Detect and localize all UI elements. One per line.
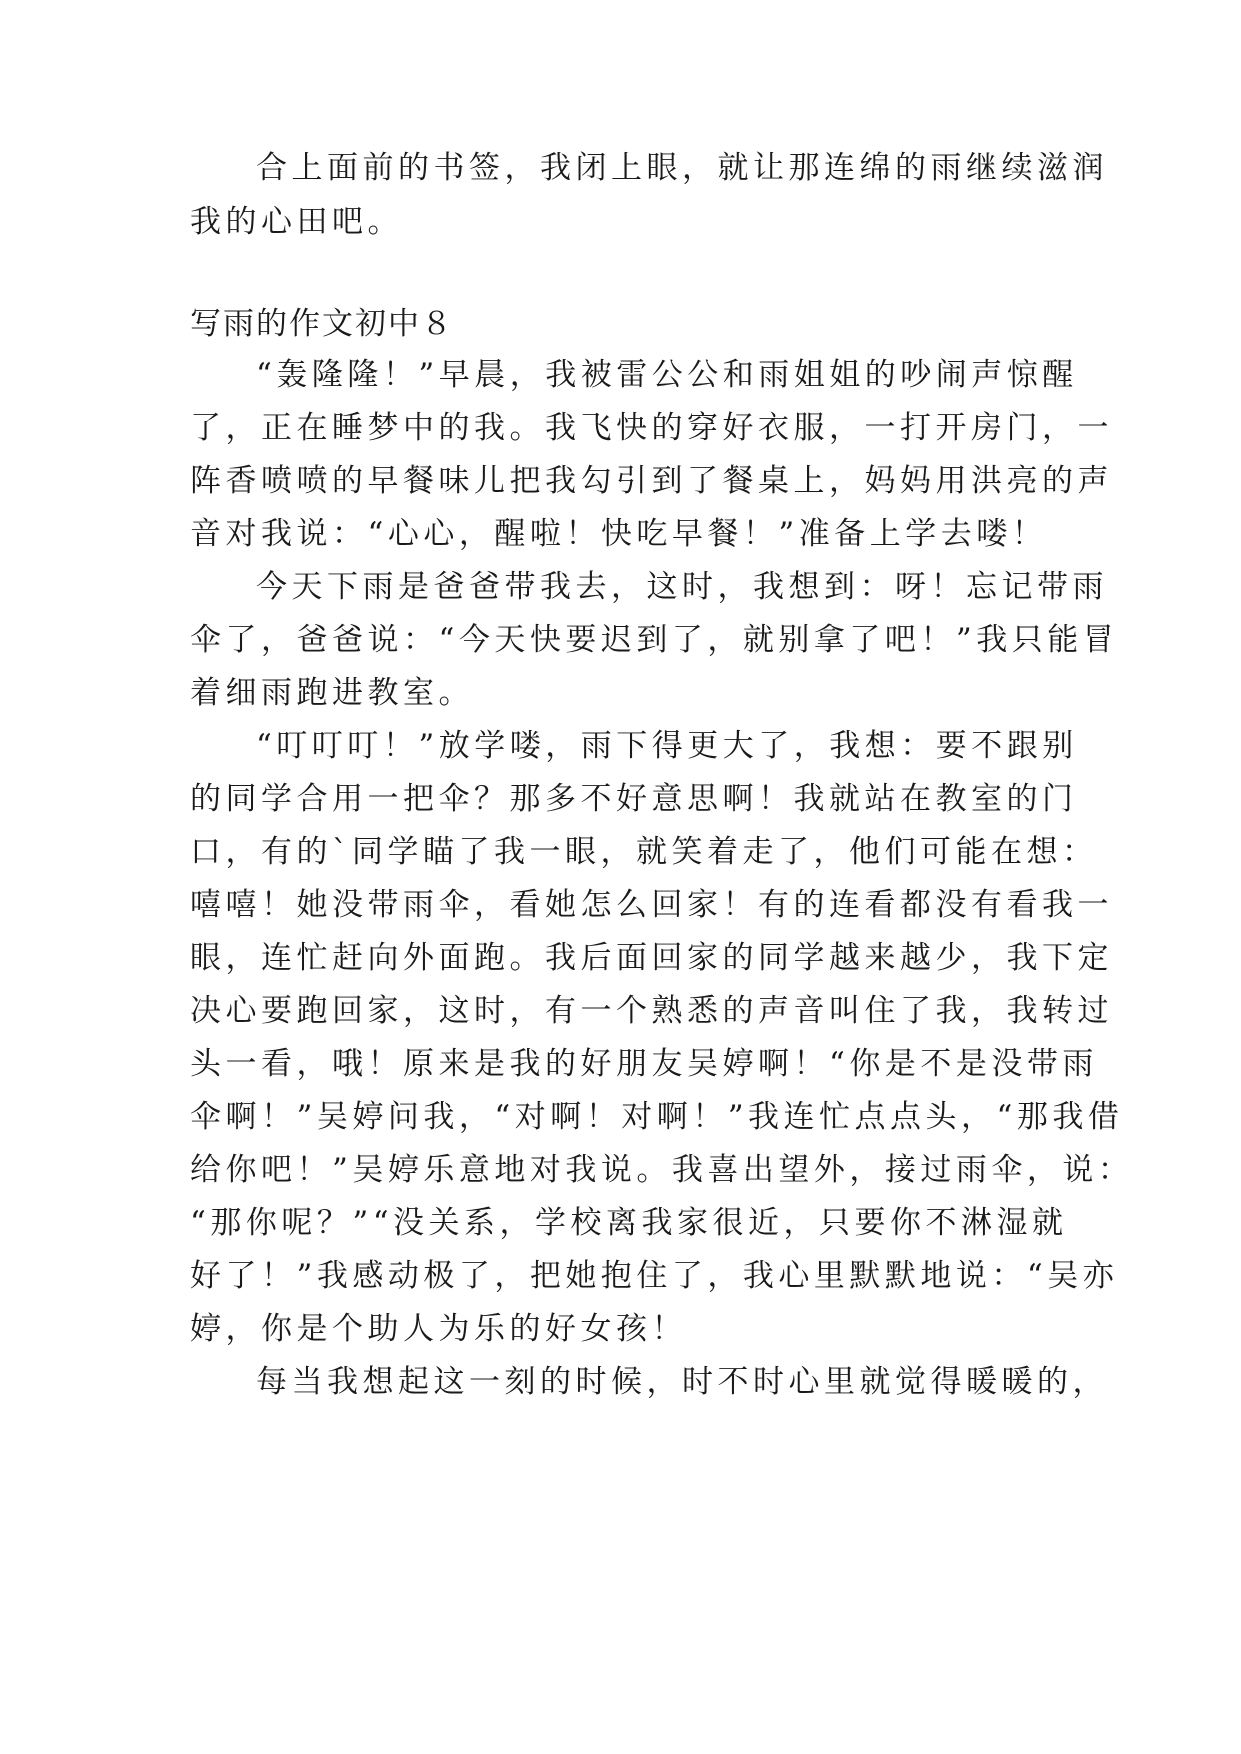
paragraph-line: 伞了，爸爸说：“今天快要迟到了，就别拿了吧！”我只能冒	[190, 622, 1119, 658]
paragraph-line: 伞啊！”吴婷问我，“对啊！对啊！”我连忙点点头，“那我借	[190, 1099, 1124, 1135]
paragraph-line: 头一看，哦！原来是我的好朋友吴婷啊！“你是不是没带雨	[190, 1046, 1098, 1082]
paragraph-line: 音对我说：“心心，醒啦！快吃早餐！”准备上学去喽！	[190, 516, 1048, 552]
paragraph-line: 今天下雨是爸爸带我去，这时，我想到：呀！忘记带雨	[256, 569, 1108, 605]
paragraph-line: 了，正在睡梦中的我。我飞快的穿好衣服，一打开房门，一	[190, 410, 1113, 446]
paragraph-line: 嘻嘻！她没带雨伞，看她怎么回家！有的连看都没有看我一	[190, 887, 1113, 923]
paragraph-line: 给你吧！”吴婷乐意地对我说。我喜出望外，接过雨伞，说：	[190, 1152, 1134, 1188]
paragraph-line: 眼，连忙赶向外面跑。我后面回家的同学越来越少，我下定	[190, 940, 1113, 976]
paragraph-line: 合上面前的书签，我闭上眼，就让那连绵的雨继续滋润	[256, 150, 1108, 186]
paragraph-line: 口，有的`同学瞄了我一眼，就笑着走了，他们可能在想：	[190, 834, 1098, 870]
paragraph-line: “叮叮叮！”放学喽，雨下得更大了，我想：要不跟别	[256, 728, 1078, 764]
paragraph-line: 每当我想起这一刻的时候，时不时心里就觉得暖暖的，	[256, 1364, 1108, 1400]
paragraph-line: 决心要跑回家，这时，有一个熟悉的声音叫住了我，我转过	[190, 993, 1113, 1029]
section-title: 写雨的作文初中８	[190, 306, 454, 342]
paragraph-line: “轰隆隆！”早晨，我被雷公公和雨姐姐的吵闹声惊醒	[256, 357, 1078, 393]
paragraph-line: 好了！”我感动极了，把她抱住了，我心里默默地说：“吴亦	[190, 1258, 1119, 1294]
paragraph-line: “那你呢？”“没关系，学校离我家很近，只要你不淋湿就	[190, 1205, 1068, 1241]
paragraph-line: 着细雨跑进教室。	[190, 675, 474, 711]
paragraph-line: 的同学合用一把伞？那多不好意思啊！我就站在教室的门	[190, 781, 1078, 817]
paragraph-line: 婷，你是个助人为乐的好女孩！	[190, 1311, 687, 1347]
paragraph-line: 阵香喷喷的早餐味儿把我勾引到了餐桌上，妈妈用洪亮的声	[190, 463, 1113, 499]
paragraph-line: 我的心田吧。	[190, 204, 403, 240]
